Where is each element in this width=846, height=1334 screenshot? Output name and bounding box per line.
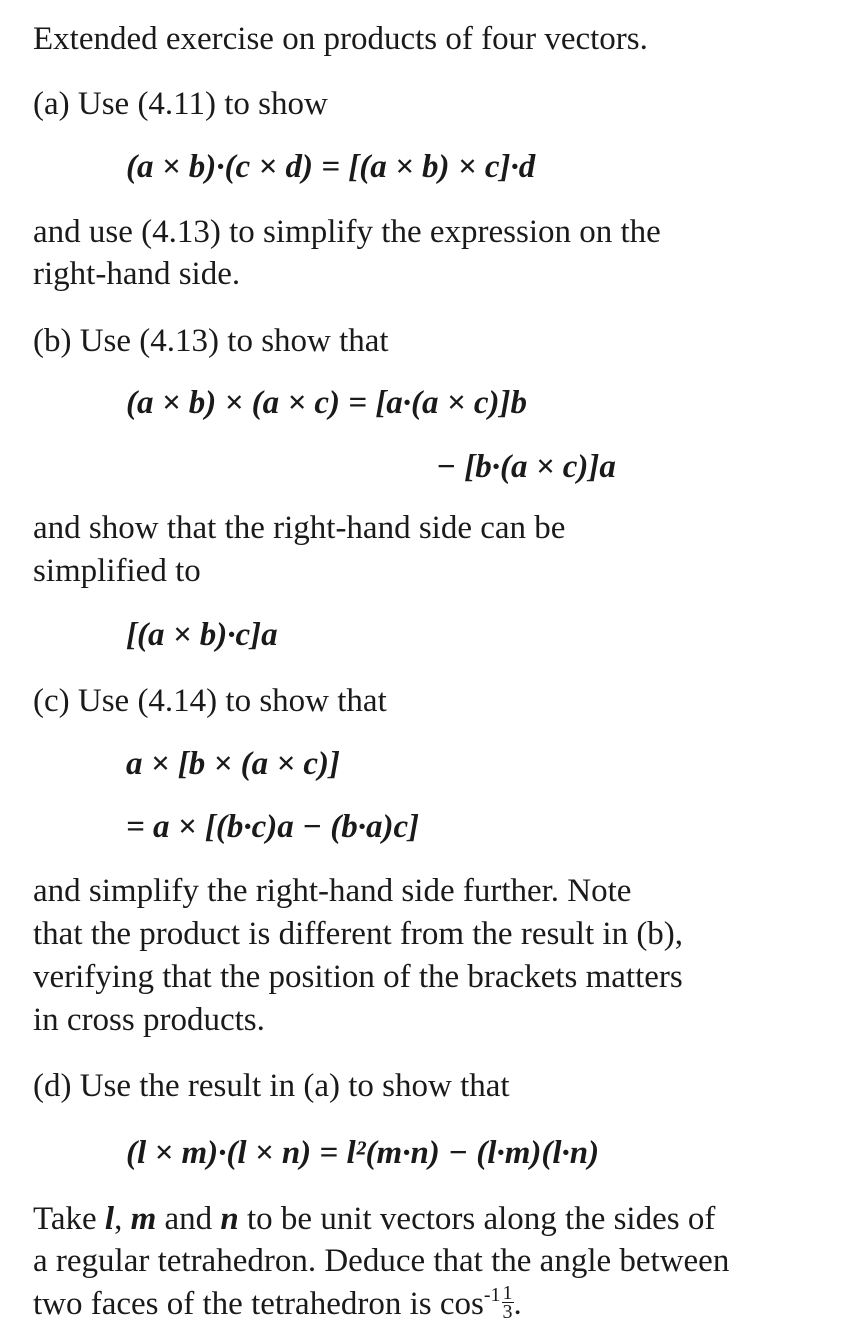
text-unit-vectors: to be unit vectors along the sides of	[238, 1201, 716, 1237]
part-c-intro: (c) Use (4.14) to show that	[33, 683, 387, 719]
part-c-follow-line-2: that the product is different from the result in (b),	[33, 916, 684, 952]
part-a-intro: (a) Use (4.11) to show	[33, 86, 328, 122]
part-b-equation-line-2: − [b·(a × c)]a	[436, 449, 616, 485]
fraction-numerator: 1	[502, 1281, 513, 1304]
fraction-denominator: 3	[502, 1300, 513, 1323]
part-b-intro: (b) Use (4.13) to show that	[33, 323, 389, 359]
part-c-follow-line-4: in cross products.	[33, 1002, 265, 1038]
text-angle-statement: two faces of the tetrahedron is cos	[33, 1286, 484, 1322]
text-period: .	[513, 1286, 522, 1322]
vector-l: l	[104, 1201, 115, 1237]
part-c-follow-line-1: and simplify the right-hand side further. Note	[33, 873, 632, 909]
part-d-follow-line-2: a regular tetrahedron. Deduce that the angle between	[33, 1243, 730, 1279]
exercise-title: Extended exercise on products of four vectors.	[33, 21, 648, 57]
part-d-follow-line-3	[33, 1281, 522, 1328]
part-b-follow-line-1: and show that the right-hand side can be	[33, 510, 566, 546]
text-and: and	[156, 1201, 221, 1237]
part-d-equation: (l × m)·(l × n) = l²(m·n) − (l·m)(l·n)	[126, 1135, 600, 1171]
vector-n: n	[220, 1201, 239, 1237]
part-c-follow-line-3: verifying that the position of the brackets matters	[33, 959, 683, 995]
inverse-superscript: -1	[483, 1284, 501, 1306]
text-comma: ,	[114, 1201, 131, 1237]
text-take: Take	[33, 1201, 105, 1237]
part-b-follow-line-2: simplified to	[33, 553, 201, 589]
part-d-follow-line-1	[33, 1199, 715, 1239]
part-a-equation: (a × b)·(c × d) = [(a × b) × c]·d	[126, 149, 536, 185]
part-d-intro: (d) Use the result in (a) to show that	[33, 1068, 510, 1104]
part-b-equation-line-1: (a × b) × (a × c) = [a·(a × c)]b	[126, 385, 527, 421]
part-a-follow-line-1: and use (4.13) to simplify the expression on the	[33, 214, 661, 250]
part-c-equation-line-1: a × [b × (a × c)]	[126, 746, 341, 782]
vector-m: m	[130, 1201, 157, 1237]
fraction-one-third	[502, 1281, 514, 1323]
part-b-result: [(a × b)·c]a	[126, 617, 278, 653]
part-c-equation-line-2: = a × [(b·c)a − (b·a)c]	[126, 809, 420, 845]
part-a-follow-line-2: right-hand side.	[33, 256, 241, 292]
